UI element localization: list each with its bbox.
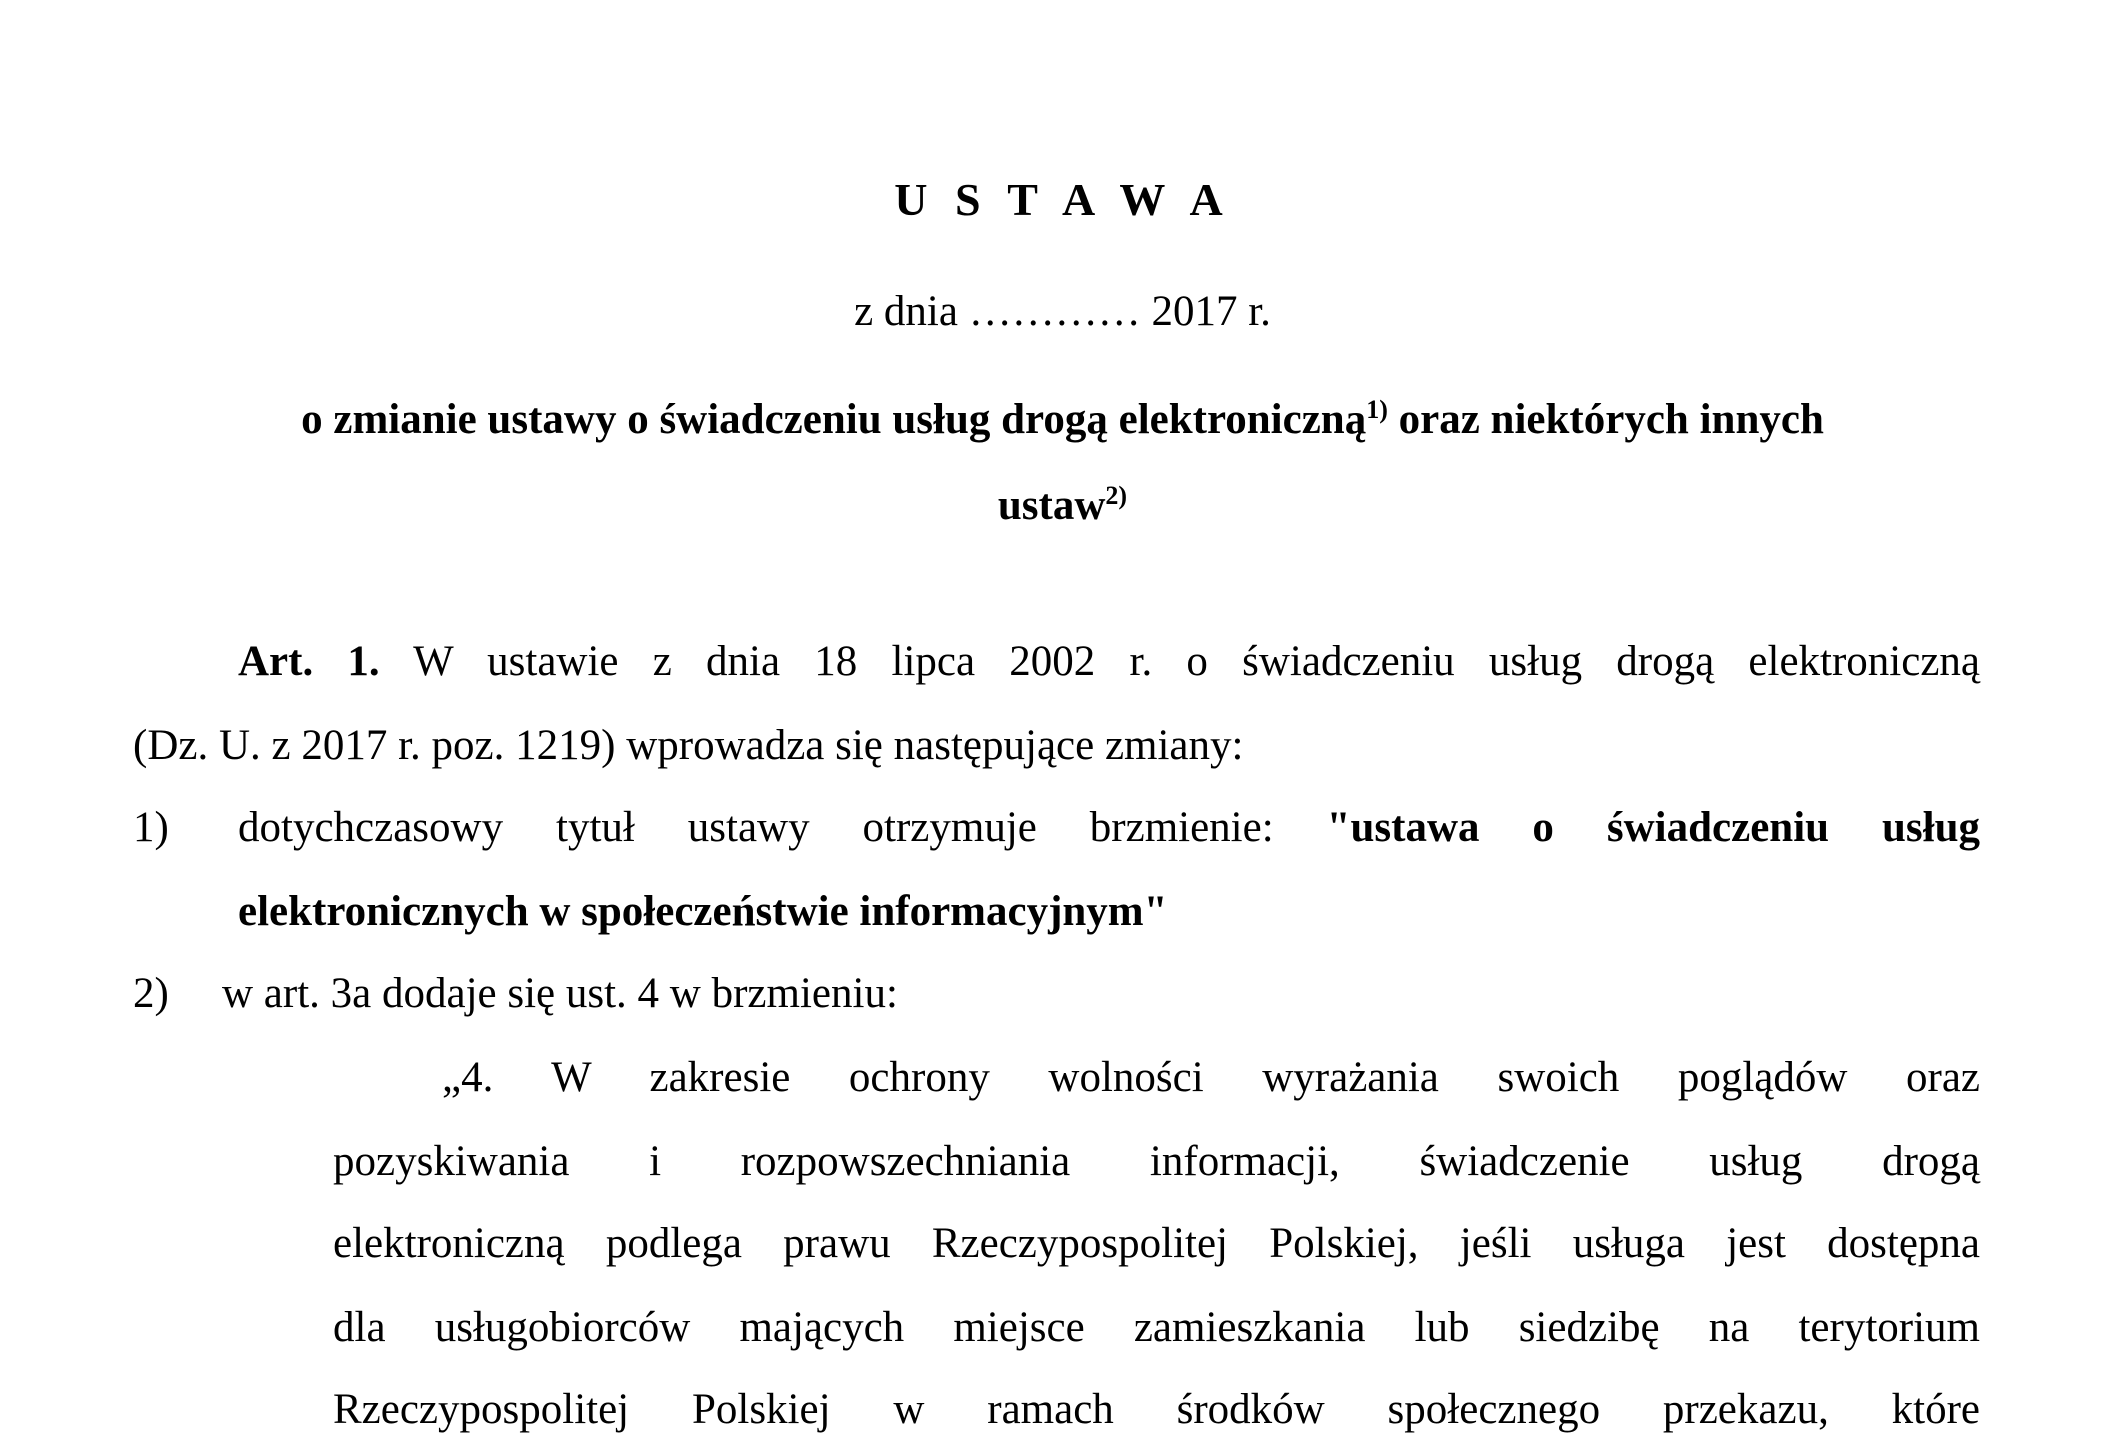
item-1-line-1 — [238, 800, 1980, 856]
item-2-number: 2) — [133, 970, 169, 1017]
footnote-ref-1: 1) — [1366, 395, 1388, 424]
item-1-bold-text: "ustawa o świadczeniu usług — [1326, 804, 1980, 851]
quoted-paragraph-line-2: pozyskiwania i rozpowszechniania informacji, świadczenie usług drogą — [333, 1138, 1980, 1185]
quoted-paragraph-line-4: dla usługobiorców mających miejsce zamieszkania lub siedzibę na terytorium — [333, 1304, 1980, 1351]
quoted-paragraph-line-5: Rzeczypospolitej Polskiej w ramach środków społecznego przekazu, które — [333, 1386, 1980, 1433]
quoted-paragraph-line-1: „4. W zakresie ochrony wolności wyrażania swoich poglądów oraz — [442, 1054, 1980, 1101]
item-2-text: w art. 3a dodaje się ust. 4 w brzmieniu: — [222, 970, 898, 1017]
footnote-ref-2: 2) — [1105, 481, 1128, 510]
date-line: z dnia ………… 2017 r. — [854, 288, 1271, 335]
item-1-number: 1) — [133, 804, 169, 851]
subject-text-2: oraz niektórych innych — [1387, 396, 1824, 443]
article-label: Art. 1. — [238, 638, 380, 685]
subject-line-1 — [0, 392, 2125, 448]
quoted-paragraph-line-3: elektroniczną podlega prawu Rzeczypospolitej Polskiej, jeśli usługa jest dostępna — [333, 1220, 1980, 1267]
article-1-intro-line-1 — [238, 634, 1980, 690]
subject-line-2 — [0, 478, 2125, 534]
article-intro-text-1: W ustawie z dnia 18 lipca 2002 r. o świadczeniu usług drogą elektroniczną — [413, 638, 1980, 685]
document-title: U S T A W A — [894, 174, 1231, 225]
article-1-intro-line-2: (Dz. U. z 2017 r. poz. 1219) wprowadza się następujące zmiany: — [133, 722, 1244, 769]
item-1-line-2: elektronicznych w społeczeństwie informacyjnym" — [238, 888, 1168, 935]
subject-text-3: ustaw — [997, 482, 1106, 529]
subject-text-1: o zmianie ustawy o świadczeniu usług drogą elektroniczną — [301, 396, 1367, 443]
item-1-plain-text: dotychczasowy tytuł ustawy otrzymuje brzmienie: — [238, 804, 1274, 851]
